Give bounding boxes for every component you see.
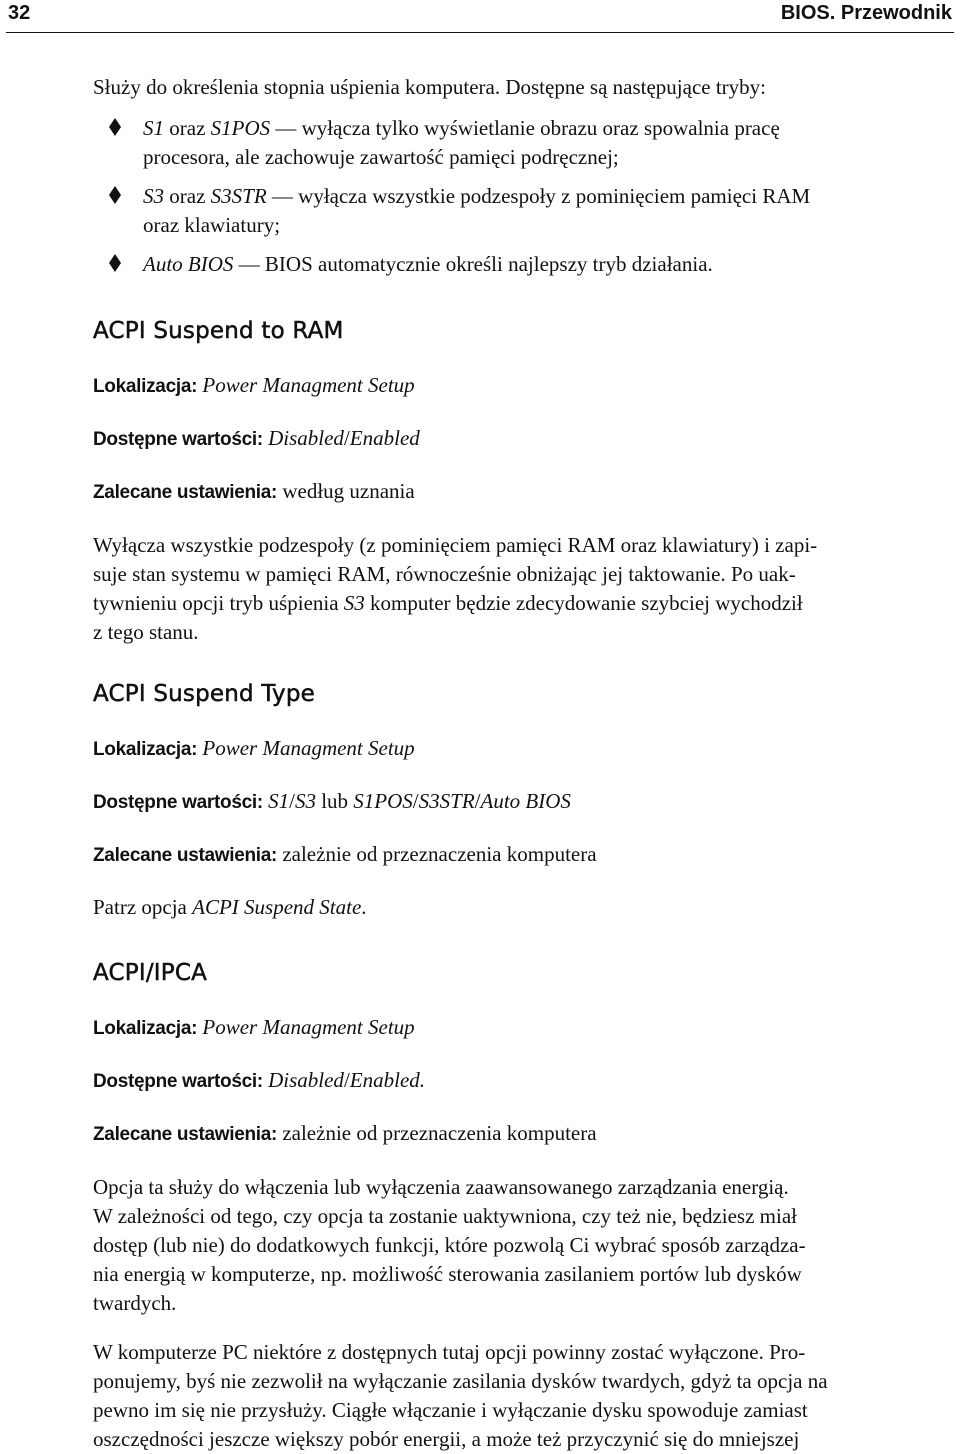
field-label: Zalecane ustawienia: <box>93 845 278 866</box>
location-field <box>93 734 415 764</box>
text-run: Patrz opcja <box>93 895 193 919</box>
field-label: Zalecane ustawienia: <box>93 1124 278 1145</box>
value-separator: / <box>289 789 295 813</box>
field-label: Zalecane ustawienia: <box>93 482 278 503</box>
paragraph-line: pewno im się nie przysłuży. Ciągłe włączanie i wyłączanie dysku spowoduje zamiast <box>93 1398 808 1422</box>
text-run: tywnieniu opcji tryb uśpienia <box>93 591 344 615</box>
field-value: zależnie od przeznaczenia komputera <box>282 1121 597 1145</box>
field-value: S1POS <box>353 789 413 813</box>
section-acpi-ipca <box>93 958 953 1451</box>
paragraph-line: suje stan systemu w pamięci RAM, równocześnie obniżając jej taktowanie. Po uak- <box>93 562 796 586</box>
location-field <box>93 1013 415 1043</box>
field-value: Enabled. <box>349 1068 426 1092</box>
text-run: . <box>361 895 367 919</box>
field-value: S1 <box>268 789 290 813</box>
paragraph-line: ponujemy, byś nie zezwolił na wyłączanie zasilania dysków twardych, gdyż ta opcja na <box>93 1369 828 1393</box>
paragraph-line: z tego stanu. <box>93 620 199 644</box>
paragraph-line: Opcja ta służy do włączenia lub wyłączenia zaawansowanego zarządzania energią. <box>93 1175 789 1199</box>
field-value: według uznania <box>282 479 415 503</box>
text-run: S3 <box>343 591 365 615</box>
paragraph-line: dostęp (lub nie) do dodatkowych funkcji, które pozwolą Ci wybrać sposób zarządza- <box>93 1233 806 1257</box>
mode-description: — BIOS automatycznie określi najlepszy tryb działania. <box>233 252 713 276</box>
field-label: Dostępne wartości: <box>93 792 263 813</box>
section-title: ACPI/IPCA <box>93 960 208 986</box>
field-value: S3STR <box>418 789 475 813</box>
list-item <box>108 182 928 240</box>
recommended-field <box>93 1119 597 1149</box>
values-field <box>93 1066 425 1096</box>
section-title: ACPI Suspend to RAM <box>93 318 344 344</box>
field-value: Disabled <box>268 426 344 450</box>
option-reference: ACPI Suspend State <box>192 895 362 919</box>
page-header <box>0 0 960 32</box>
section-title: ACPI Suspend Type <box>93 681 315 707</box>
mode-term: S1POS <box>210 116 271 140</box>
field-value: Power Managment Setup <box>202 373 415 397</box>
value-separator: lub <box>315 789 354 813</box>
value-separator: / <box>474 789 481 813</box>
paragraph-line: W komputerze PC niektóre z dostępnych tutaj opcji powinny zostać wyłączone. Pro- <box>93 1340 806 1364</box>
mode-term: S3STR <box>210 184 267 208</box>
running-title: BIOS. Przewodnik <box>780 2 952 24</box>
field-value: Enabled <box>349 426 420 450</box>
field-value: zależnie od przeznaczenia komputera <box>282 842 597 866</box>
field-label: Lokalizacja: <box>93 1018 198 1039</box>
values-field <box>93 787 571 817</box>
section-acpi-suspend-type <box>93 679 953 919</box>
section-description-2 <box>93 1338 953 1454</box>
section-acpi-suspend-to-ram <box>93 316 953 644</box>
mode-term: S1 <box>143 116 164 140</box>
diamond-bullet-icon <box>108 117 122 137</box>
field-label: Lokalizacja: <box>93 376 198 397</box>
mode-term: Auto BIOS <box>143 252 234 276</box>
text-run: komputer będzie zdecydowanie szybciej wychodził <box>364 591 803 615</box>
field-value: S3 <box>294 789 316 813</box>
mode-connector: oraz <box>164 184 211 208</box>
field-value: Disabled <box>268 1068 344 1092</box>
paragraph-line: nia energią w komputerze, np. możliwość sterowania zasilaniem portów lub dysków <box>93 1262 802 1286</box>
mode-connector: oraz <box>164 116 211 140</box>
list-item <box>108 114 928 172</box>
value-separator: / <box>343 1068 350 1092</box>
cross-reference-note <box>93 893 367 922</box>
field-value: Power Managment Setup <box>202 736 415 760</box>
mode-term: S3 <box>143 184 164 208</box>
field-label: Lokalizacja: <box>93 739 198 760</box>
mode-description: — wyłącza tylko wyświetlanie obrazu oraz spowalnia pracę <box>270 116 780 140</box>
paragraph-line: Wyłącza wszystkie podzespoły (z pominięciem pamięci RAM oraz klawiatury) i zapi- <box>93 533 818 557</box>
field-value: Auto BIOS <box>480 789 571 813</box>
field-label: Dostępne wartości: <box>93 429 263 450</box>
field-label: Dostępne wartości: <box>93 1071 263 1092</box>
mode-description: procesora, ale zachowuje zawartość pamięci podręcznej; <box>143 145 619 169</box>
page-number: 32 <box>8 2 31 24</box>
intro-text: Służy do określenia stopnia uśpienia komputera. Dostępne są następujące tryby: <box>93 75 766 99</box>
paragraph-line <box>93 589 953 618</box>
mode-description: oraz klawiatury; <box>143 213 281 237</box>
paragraph-line: oszczędności jeszcze większy pobór energii, a może też przyczynić się do mniejszej <box>93 1427 800 1451</box>
location-field <box>93 371 415 401</box>
mode-description: — wyłącza wszystkie podzespoły z pominięciem pamięci RAM <box>266 184 811 208</box>
paragraph-line: W zależności od tego, czy opcja ta zostanie uaktywniona, czy też nie, będziesz miał <box>93 1204 797 1228</box>
list-item <box>108 250 928 279</box>
header-rule <box>6 32 954 33</box>
diamond-bullet-icon <box>108 253 122 273</box>
recommended-field <box>93 840 597 870</box>
value-separator: / <box>412 789 419 813</box>
paragraph-line: twardych. <box>93 1291 177 1315</box>
recommended-field <box>93 477 415 507</box>
sleep-modes-list <box>108 114 928 289</box>
section-description <box>93 531 953 647</box>
diamond-bullet-icon <box>108 185 122 205</box>
field-value: Power Managment Setup <box>202 1015 415 1039</box>
values-field <box>93 424 420 454</box>
value-separator: / <box>343 426 350 450</box>
section-description <box>93 1173 953 1318</box>
